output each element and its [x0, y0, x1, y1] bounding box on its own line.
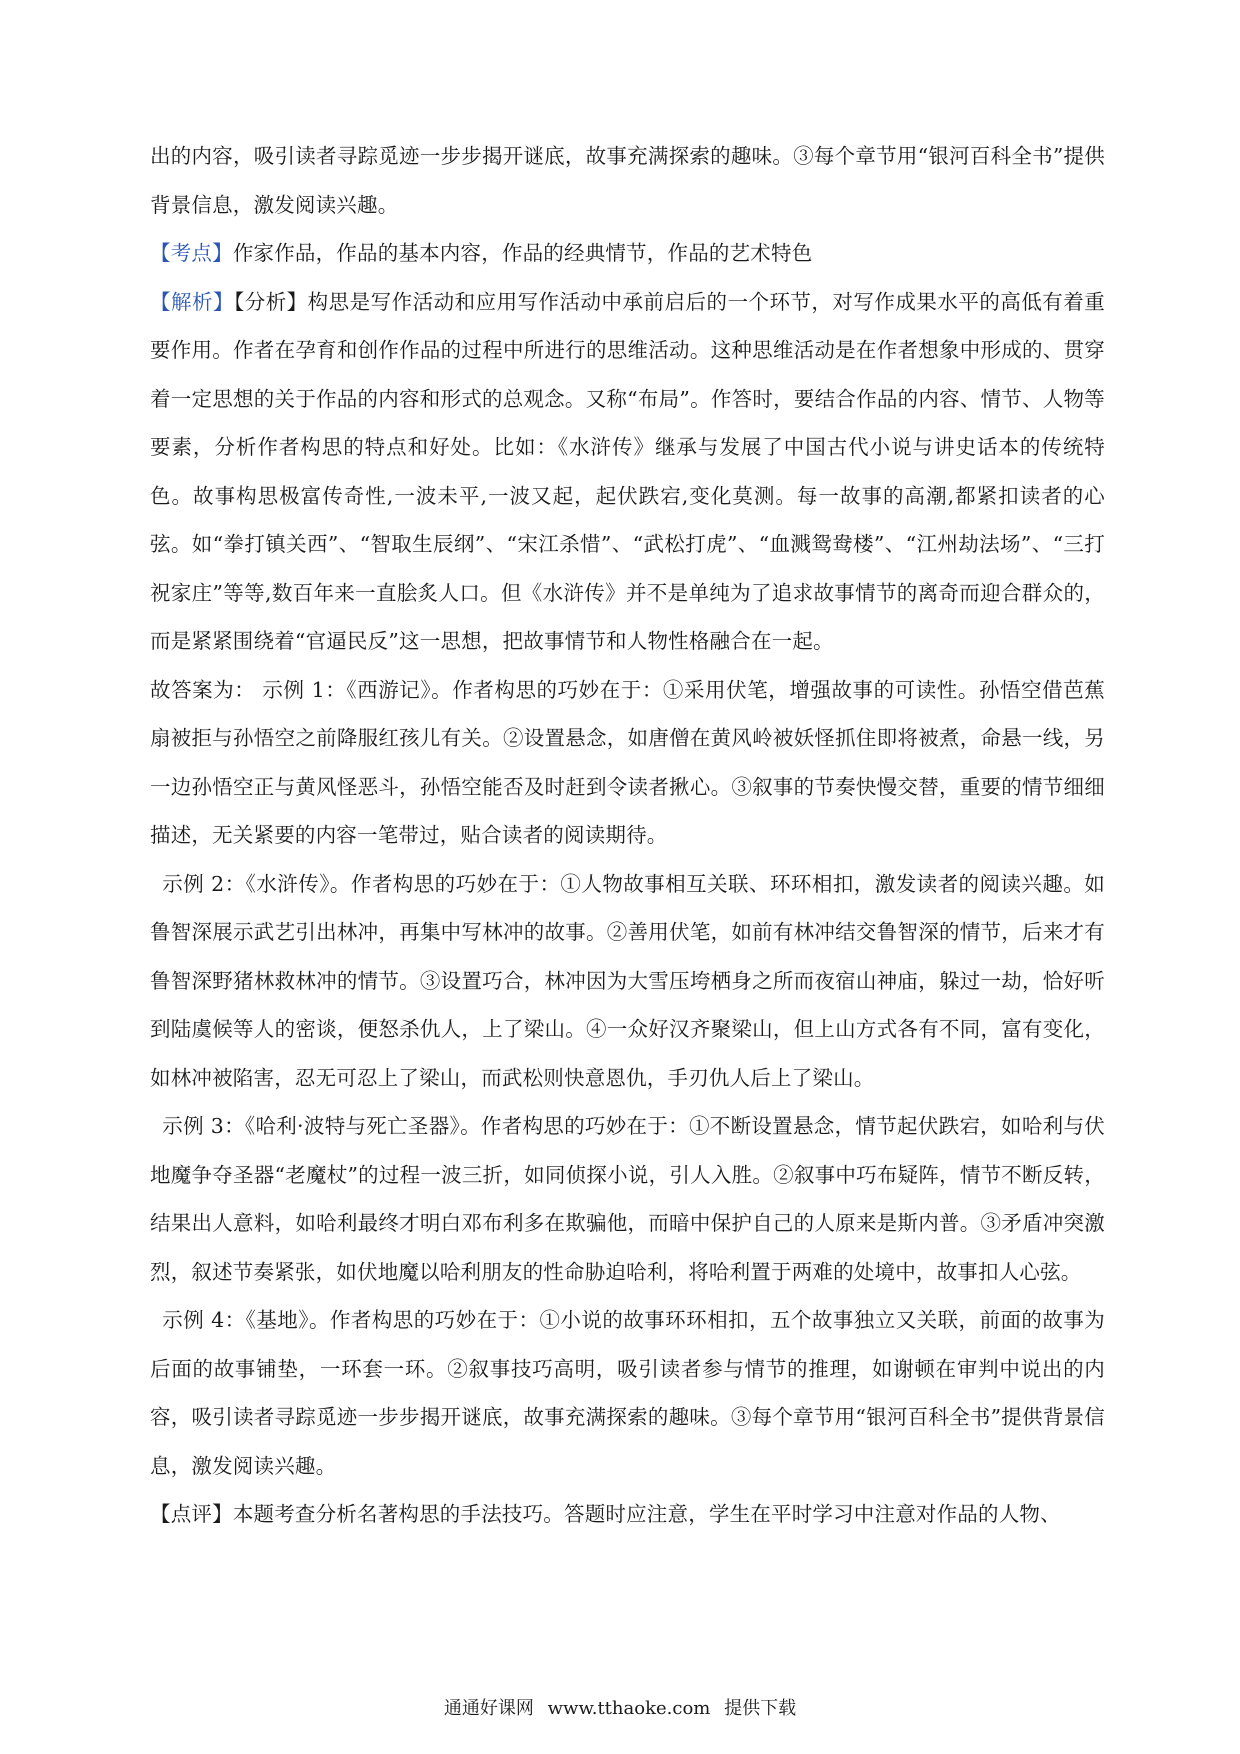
paragraph-answer-1: 故答案为： 示例 1：《西游记》。作者构思的巧妙在于：①采用伏笔，增强故事的可读性。孙悟空借芭蕉扇被拒与孙悟空之前降服红孩儿有关。②设置悬念，如唐僧在黄风岭被妖怪抓住即将被煮，命悬一线，另一边孙悟空正与黄风怪恶斗，孙悟空能否及时赶到令读者揪心。③叙事的节奏快慢交替，重要的情节细细描述，无关紧要的内容一笔带过，贴合读者的阅读期待。	[150, 677, 1105, 847]
kaodian-tag: 【考点】	[150, 241, 233, 265]
document-body	[150, 132, 1105, 1539]
paragraph-answer-4: 示例 4：《基地》。作者构思的巧妙在于：①小说的故事环环相扣，五个故事独立又关联，前面的故事为后面的故事铺垫，一环套一环。②叙事技巧高明，吸引读者参与情节的推理，如谢顿在审判中说出的内容，吸引读者寻踪觅迹一步步揭开谜底，故事充满探索的趣味。③每个章节用“银河百科全书”提供背景信息，激发阅读兴趣。	[150, 1308, 1105, 1478]
paragraph-intro: 出的内容，吸引读者寻踪觅迹一步步揭开谜底，故事充满探索的趣味。③每个章节用“银河百科全书”提供背景信息，激发阅读兴趣。	[150, 144, 1105, 217]
page-footer	[0, 1694, 1240, 1720]
paragraph-answer-3: 示例 3：《哈利·波特与死亡圣器》。作者构思的巧妙在于：①不断设置悬念，情节起伏跌宕，如哈利与伏地魔争夺圣器“老魔杖”的过程一波三折，如同侦探小说，引人入胜。②叙事中巧布疑阵，情节不断反转，结果出人意料，如哈利最终才明白邓布利多在欺骗他，而暗中保护自己的人原来是斯内普。③矛盾冲突激烈，叙述节奏紧张，如伏地魔以哈利朋友的性命胁迫哈利，将哈利置于两难的处境中，故事扣人心弦。	[150, 1114, 1105, 1284]
footer-url[interactable]: www.tthaoke.com	[547, 1698, 711, 1719]
dianping-text: 本题考查分析名著构思的手法技巧。答题时应注意，学生在平时学习中注意对作品的人物、	[232, 1502, 1061, 1526]
dianping-tag: 【点评】	[150, 1502, 233, 1526]
paragraph-jiexi	[150, 278, 1105, 666]
paragraph-answer-2: 示例 2：《水浒传》。作者构思的巧妙在于：①人物故事相互关联、环环相扣，激发读者的阅读兴趣。如鲁智深展示武艺引出林冲，再集中写林冲的故事。②善用伏笔，如前有林冲结交鲁智深的情节，后来才有鲁智深野猪林救林冲的情节。③设置巧合，林冲因为大雪压垮栖身之所而夜宿山神庙，躲过一劫，恰好听到陆虞候等人的密谈，便怒杀仇人，上了梁山。④一众好汉齐聚梁山，但上山方式各有不同，富有变化，如林冲被陷害，忍无可忍上了梁山，而武松则快意恩仇，手刃仇人后上了梁山。	[150, 871, 1105, 1090]
kaodian-text: 作家作品，作品的基本内容，作品的经典情节，作品的艺术特色	[232, 241, 813, 265]
jiexi-tag: 【解析】	[150, 289, 234, 314]
footer-site-name: 通通好课网	[443, 1698, 534, 1719]
paragraph-kaodian	[150, 229, 1105, 278]
footer-suffix: 提供下载	[724, 1698, 797, 1719]
jiexi-text: 【分析】构思是写作活动和应用写作活动中承前启后的一个环节，对写作成果水平的高低有着重要作用。作者在孕育和创作作品的过程中所进行的思维活动。这种思维活动是在作者想象中形成的、贯穿着一定思想的关于作品的内容和形式的总观念。又称“布局”。作答时，要结合作品的内容、情节、人物等要素，分析作者构思的特点和好处。比如：《水浒传》继承与发展了中国古代小说与讲史话本的传统特色。故事构思极富传奇性,一波未平,一波又起，起伏跌宕,变化莫测。每一故事的高潮,都紧扣读者的心弦。如“拳打镇关西”、“智取生辰纲”、“宋江杀惜”、“武松打虎”、“血溅鸳鸯楼”、“江州劫法场”、“三打祝家庄”等等,数百年来一直脍炙人口。但《水浒传》并不是单纯为了追求故事情节的离奇而迎合群众的，而是紧紧围绕着“官逼民反”这一思想，把故事情节和人物性格融合在一起。	[150, 289, 1105, 653]
paragraph-dianping	[150, 1490, 1105, 1539]
